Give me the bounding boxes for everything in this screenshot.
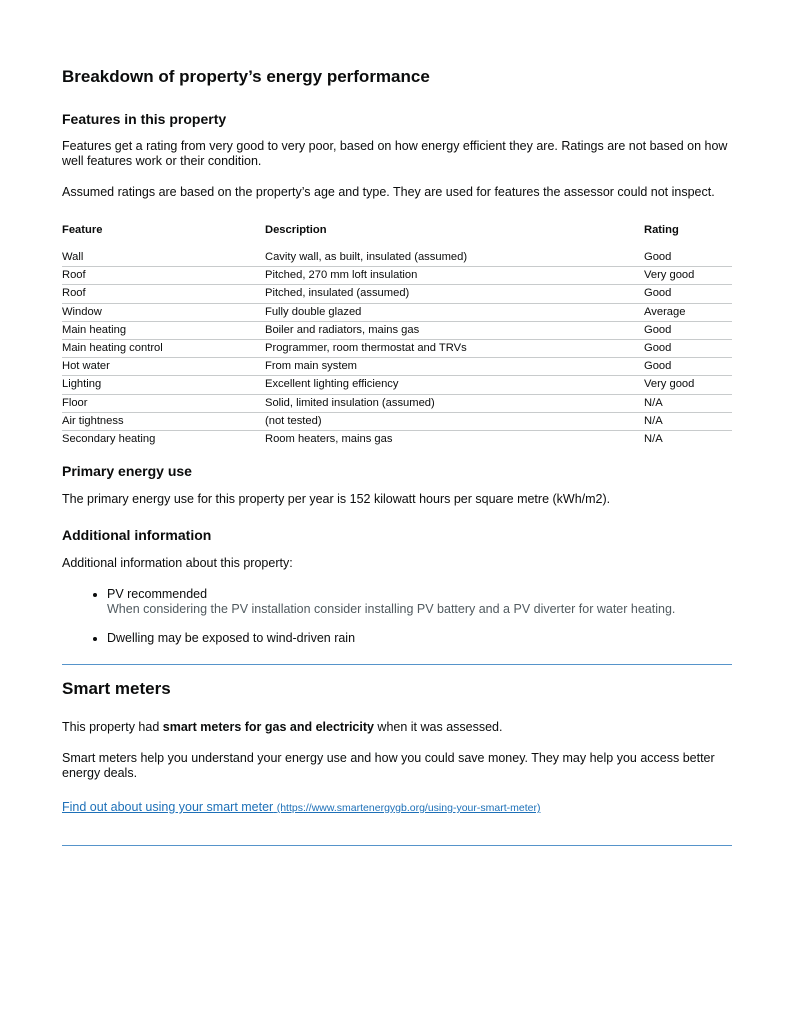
features-table [62,224,732,448]
cell-rating: Average [644,303,732,321]
section-divider-bottom [62,845,732,846]
smart-meters-title: Smart meters [62,679,171,699]
cell-feature: Roof [62,285,265,303]
cell-feature: Lighting [62,376,265,394]
cell-feature: Floor [62,394,265,412]
features-title: Features in this property [62,111,227,127]
header-feature: Feature [62,224,103,236]
cell-rating: N/A [644,394,732,412]
cell-rating: Good [644,321,732,339]
smart-status-bold: smart meters for gas and electricity [162,720,374,735]
content [62,66,732,846]
primary-energy-title: Primary energy use [62,463,192,480]
list-item-detail: When considering the PV installation consider installing PV battery and a PV diverter for water heating. [107,602,676,617]
list-item-main: Dwelling may be exposed to wind-driven rain [107,631,356,646]
header-rating: Rating [644,224,679,236]
features-intro-2: Assumed ratings are based on the property’s age and type. They are used for features the assessor could not inspect. [62,185,715,199]
table-row [62,412,732,430]
primary-energy-text: The primary energy use for this property per year is 152 kilowatt hours per square metre (kWh/m2). [62,492,611,507]
cell-feature: Hot water [62,358,265,376]
cell-description: Cavity wall, as built, insulated (assumed) [265,249,644,267]
cell-feature: Roof [62,267,265,285]
cell-description: Fully double glazed [265,303,644,321]
cell-description: Boiler and radiators, mains gas [265,321,644,339]
cell-rating: Good [644,249,732,267]
smart-meters-info: Smart meters help you understand your energy use and how you could save money. They may help you access better energy deals. [62,751,715,781]
cell-description: Programmer, room thermostat and TRVs [265,339,644,357]
table-row [62,249,732,267]
smart-meters-status [62,720,732,735]
table-row [62,394,732,412]
section-divider [62,664,732,665]
additional-info-list [62,587,732,646]
cell-rating: Good [644,285,732,303]
cell-feature: Wall [62,249,265,267]
cell-rating: N/A [644,432,663,445]
cell-feature: Air tightness [62,412,265,430]
smart-meter-link-url: (https://www.smartenergygb.org/using-your-smart-meter) [276,802,541,815]
table-header-row [62,224,732,249]
cell-description: Pitched, 270 mm loft insulation [265,267,644,285]
cell-description: From main system [265,358,644,376]
page-title: Breakdown of property’s energy performance [62,67,430,86]
table-row [62,321,732,339]
table-row [62,430,732,448]
table-row [62,358,732,376]
cell-rating: Very good [644,267,732,285]
cell-feature: Window [62,303,265,321]
smart-status-suffix: when it was assessed. [373,720,503,735]
cell-description: Room heaters, mains gas [265,432,393,445]
cell-rating: N/A [644,412,732,430]
cell-rating: Good [644,339,732,357]
features-intro-1: Features get a rating from very good to very poor, based on how energy efficient they are. Ratings are not based on how well features work or their condition. [62,139,728,168]
cell-rating: Good [644,358,732,376]
smart-meter-link-text: Find out about using your smart meter [62,800,274,815]
cell-feature: Main heating control [62,339,265,357]
cell-feature: Main heating [62,321,265,339]
table-row [62,303,732,321]
header-description: Description [265,224,327,236]
list-item [107,587,732,617]
additional-info-intro: Additional information about this property: [62,556,293,571]
smart-status-prefix: This property had [62,720,163,735]
cell-description: Solid, limited insulation (assumed) [265,394,644,412]
list-item-main: PV recommended [107,587,208,602]
additional-info-title: Additional information [62,527,212,544]
table-row [62,285,732,303]
cell-description: Excellent lighting efficiency [265,376,644,394]
cell-description: Pitched, insulated (assumed) [265,285,644,303]
table-row [62,376,732,394]
cell-description: (not tested) [265,412,644,430]
table-row [62,267,732,285]
smart-meter-link[interactable] [62,800,540,814]
cell-rating: Very good [644,376,732,394]
cell-feature: Secondary heating [62,432,156,445]
table-row [62,339,732,357]
list-item [107,631,732,646]
